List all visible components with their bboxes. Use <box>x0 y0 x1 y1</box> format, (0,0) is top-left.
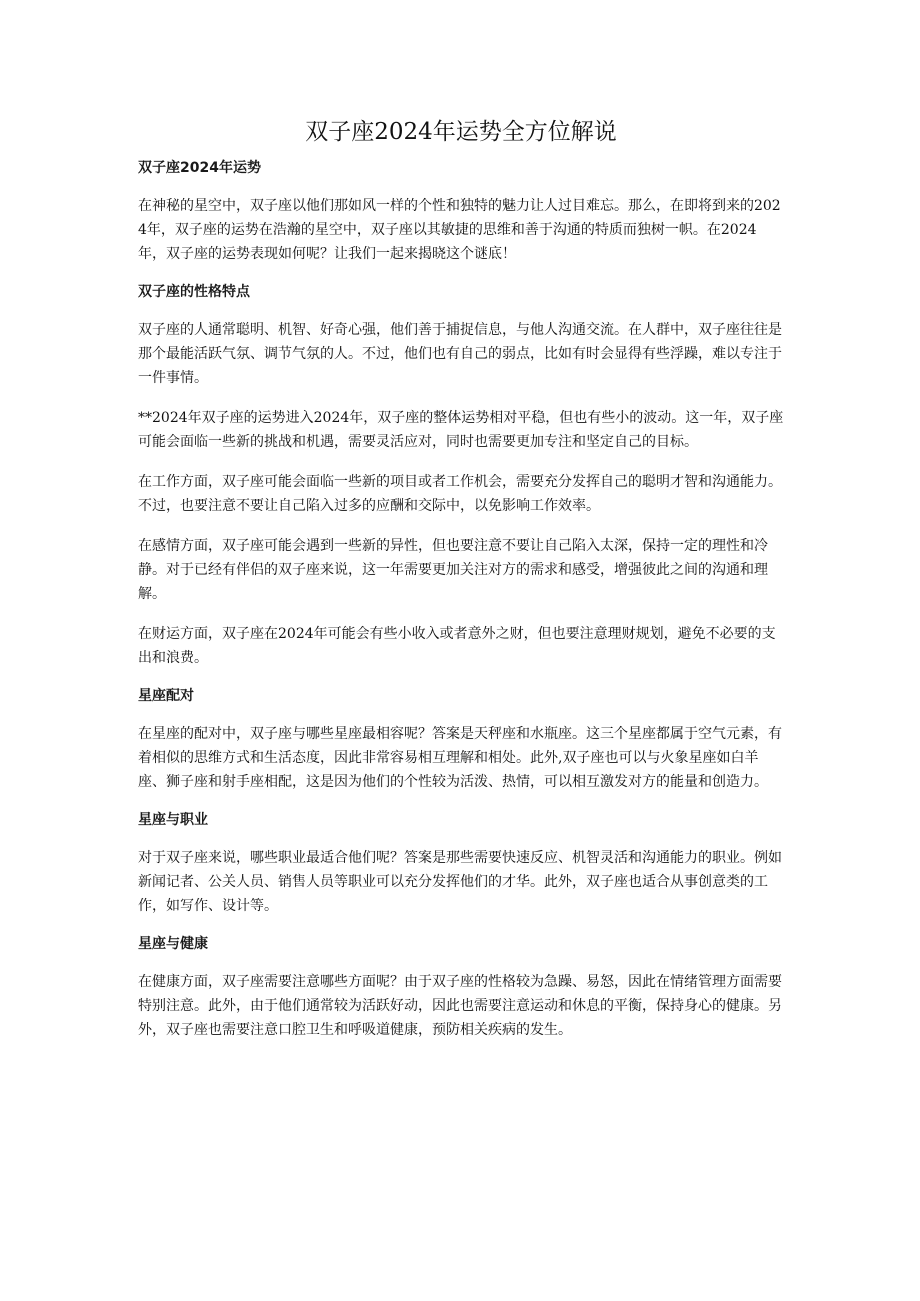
section-yearly-fortune <box>138 158 784 266</box>
section-career <box>138 810 784 918</box>
paragraph: 在财运方面，双子座在2024年可能会有些小收入或者意外之财，但也要注意理财规划，避免不必要的支出和浪费。 <box>138 626 776 666</box>
section-health <box>138 934 784 1042</box>
paragraph: 在感情方面，双子座可能会遇到一些新的异性，但也要注意不要让自己陷入太深，保持一定的理性和冷静。对于已经有伴侣的双子座来说，这一年需要更加关注对方的需求和感受，增强彼此之间的沟通和理解。 <box>138 538 768 602</box>
section-heading: 星座与职业 <box>138 812 208 828</box>
paragraph: 在星座的配对中，双子座与哪些星座最相容呢？答案是天秤座和水瓶座。这三个星座都属于空气元素，有着相似的思维方式和生活态度，因此非常容易相互理解和相处。此外,双子座也可以与火象星座如白羊座、狮子座和射手座相配，这是因为他们的个性较为活泼、热情，可以相互激发对方的能量和创造力。 <box>138 726 782 790</box>
document-page <box>138 116 784 1058</box>
paragraph: 在神秘的星空中，双子座以他们那如风一样的个性和独特的魅力让人过目难忘。那么，在即将到来的2024年，双子座的运势在浩瀚的星空中，双子座以其敏捷的思维和善于沟通的特质而独树一帜。在2024年，双子座的运势表现如何呢？让我们一起来揭晓这个谜底！ <box>138 198 781 262</box>
document-title: 双子座2024年运势全方位解说 <box>305 119 617 145</box>
paragraph: 在工作方面，双子座可能会面临一些新的项目或者工作机会，需要充分发挥自己的聪明才智和沟通能力。不过，也要注意不要让自己陷入过多的应酬和交际中，以免影响工作效率。 <box>138 474 782 514</box>
section-heading: 星座配对 <box>138 688 194 704</box>
paragraph: 双子座的人通常聪明、机智、好奇心强，他们善于捕捉信息，与他人沟通交流。在人群中，双子座往往是那个最能活跃气氛、调节气氛的人。不过，他们也有自己的弱点，比如有时会显得有些浮躁，难以专注于一件事情。 <box>138 322 782 386</box>
paragraph: 在健康方面，双子座需要注意哪些方面呢？由于双子座的性格较为急躁、易怒，因此在情绪管理方面需要特别注意。此外，由于他们通常较为活跃好动，因此也需要注意运动和休息的平衡，保持身心的健康。另外，双子座也需要注意口腔卫生和呼吸道健康，预防相关疾病的发生。 <box>138 974 782 1038</box>
paragraph: 对于双子座来说，哪些职业最适合他们呢？答案是那些需要快速反应、机智灵活和沟通能力的职业。例如新闻记者、公关人员、销售人员等职业可以充分发挥他们的才华。此外，双子座也适合从事创意类的工作，如写作、设计等。 <box>138 850 782 914</box>
paragraph: **2024年双子座的运势进入2024年，双子座的整体运势相对平稳，但也有些小的波动。这一年，双子座可能会面临一些新的挑战和机遇，需要灵活应对，同时也需要更加专注和坚定自己的目标。 <box>138 410 784 450</box>
section-heading: 星座与健康 <box>138 936 208 952</box>
section-heading: 双子座的性格特点 <box>138 284 250 300</box>
section-heading: 双子座2024年运势 <box>138 160 261 176</box>
section-matching <box>138 686 784 794</box>
section-personality <box>138 282 784 670</box>
